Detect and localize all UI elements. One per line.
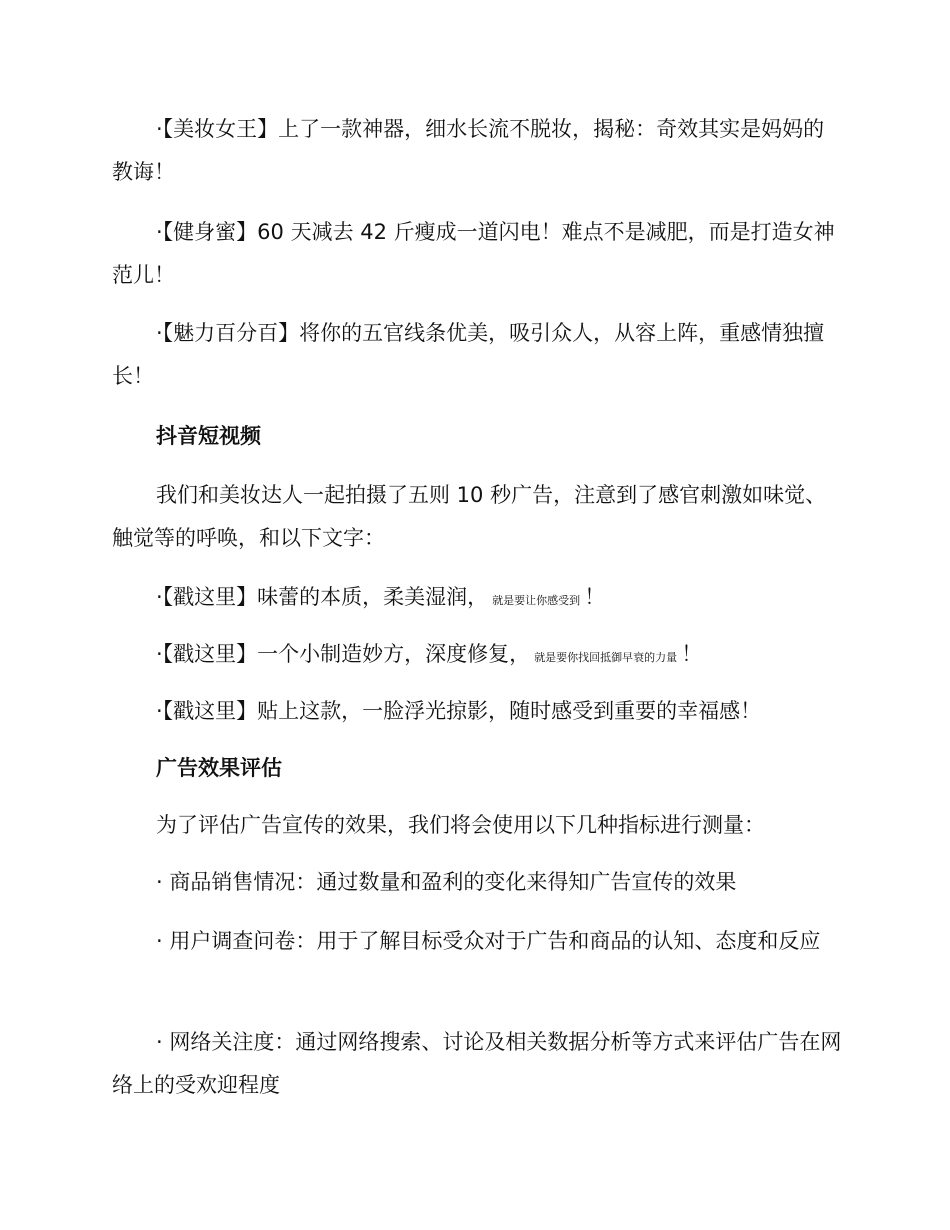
douyin-item-2-main: ·【戳这里】一个小制造妙方，深度修复， (156, 642, 531, 666)
evaluation-item-survey: · 用户调查问卷：用于了解目标受众对于广告和商品的认知、态度和反应 (156, 929, 821, 953)
bullet-item-beauty-queen: ·【美妆女王】上了一款神器，细水长流不脱妆，揭秘：奇效其实是妈妈的教诲！ (112, 117, 825, 184)
douyin-item-3 (112, 690, 842, 733)
bullet-item-charm: ·【魅力百分百】将你的五官线条优美，吸引众人，从容上阵，重感情独擅长！ (112, 321, 825, 388)
douyin-item-3-main: ·【戳这里】贴上这款，一脸浮光掠影，随时感受到重要的幸福感！ (156, 699, 762, 723)
douyin-intro-paragraph: 我们和美妆达人一起拍摄了五则 10 秒广告，注意到了感官刺激如味觉、触觉等的呼唤，和以下文字： (112, 483, 827, 550)
evaluation-item-web-attention: · 网络关注度：通过网络搜索、讨论及相关数据分析等方式来评估广告在网络上的受欢迎程度 (112, 1030, 842, 1097)
section-heading-evaluation: 广告效果评估 (156, 756, 282, 780)
evaluation-intro-paragraph: 为了评估广告宣传的效果，我们将会使用以下几种指标进行测量： (156, 813, 765, 837)
douyin-item-2 (112, 633, 842, 679)
douyin-item-1-main: ·【戳这里】味蕾的本质，柔美湿润， (156, 585, 489, 609)
douyin-item-1-small: 就是要让你感受到 (492, 594, 581, 607)
evaluation-item-sales: · 商品销售情况：通过数量和盈利的变化来得知广告宣传的效果 (156, 870, 737, 894)
douyin-item-2-small: 就是要你找回抵御早衰的力量 (534, 651, 678, 664)
section-heading-douyin: 抖音短视频 (156, 424, 261, 448)
douyin-item-1-end: ！ (584, 585, 606, 609)
douyin-item-2-end: ！ (681, 642, 703, 666)
douyin-item-1 (112, 576, 842, 622)
bullet-item-fitness: ·【健身蜜】60 天减去 42 斤瘦成一道闪电！难点不是减肥，而是打造女神范儿！ (112, 220, 835, 287)
